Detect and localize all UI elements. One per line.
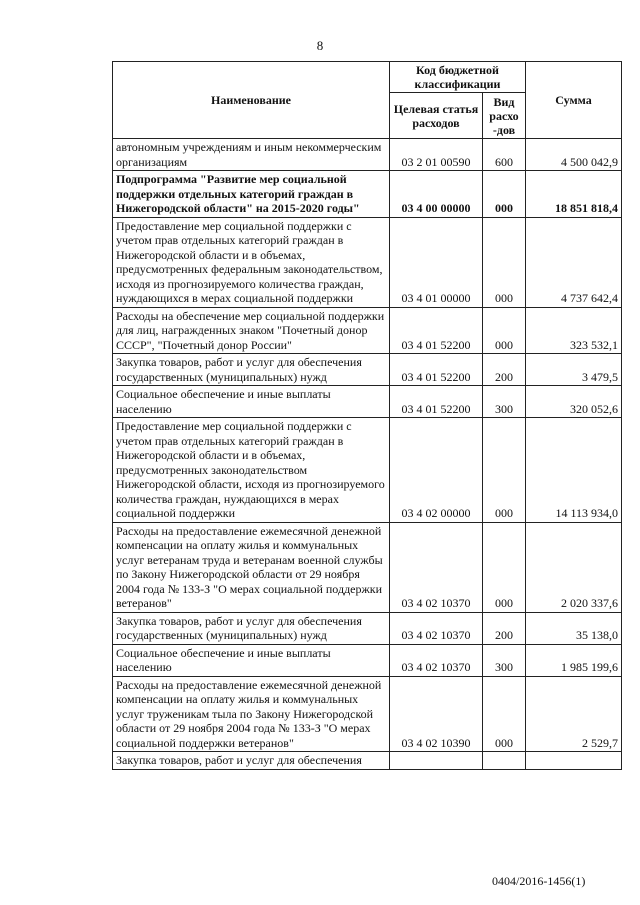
row-name: Расходы на обеспечение мер социальной поддержки для лиц, награжденных знаком "Почетный донор СССР", "Почетный донор России" (113, 307, 390, 354)
page-number: 8 (316, 38, 324, 53)
row-target-code: 03 4 01 52200 (390, 307, 483, 354)
table-row (113, 612, 622, 644)
row-kind-code: 600 (483, 139, 526, 171)
row-name: Предоставление мер социальной поддержки с учетом прав отдельных категорий граждан в Нижегородской области и в объемах, предусмотренных федеральным законодательством, исходя из прогнозируемого количества граждан, нуждающихся в мерах социальной поддержки (113, 217, 390, 307)
row-kind-code: 000 (483, 418, 526, 523)
row-target-code: 03 4 02 10370 (390, 522, 483, 612)
row-sum: 320 052,6 (526, 386, 622, 418)
row-name: Социальное обеспечение и иные выплаты населению (113, 386, 390, 418)
table-row (113, 307, 622, 354)
table-row (113, 522, 622, 612)
row-sum: 2 529,7 (526, 676, 622, 752)
row-name: Закупка товаров, работ и услуг для обеспечения (113, 752, 390, 770)
table-row (113, 418, 622, 523)
row-target-code: 03 4 00 00000 (390, 171, 483, 218)
budget-table (112, 61, 622, 770)
header-target: Целевая статья расходов (390, 93, 483, 139)
table-row (113, 386, 622, 418)
row-sum: 4 737 642,4 (526, 217, 622, 307)
header-kind: Вид расхо -дов (483, 93, 526, 139)
row-sum: 4 500 042,9 (526, 139, 622, 171)
table-row (113, 217, 622, 307)
row-target-code: 03 4 02 10370 (390, 612, 483, 644)
row-kind-code: 300 (483, 644, 526, 676)
row-target-code: 03 4 02 00000 (390, 418, 483, 523)
table-row (113, 644, 622, 676)
header-code-group: Код бюджетной классификации (390, 62, 526, 93)
row-sum: 2 020 337,6 (526, 522, 622, 612)
row-kind-code: 000 (483, 217, 526, 307)
header-sum: Сумма (526, 62, 622, 139)
document-code: 0404/2016-1456(1) (492, 874, 586, 888)
table-row (113, 676, 622, 752)
row-target-code: 03 4 02 10370 (390, 644, 483, 676)
table-row (113, 139, 622, 171)
table-row (113, 354, 622, 386)
row-name: автономным учреждениям и иным некоммерческим организациям (113, 139, 390, 171)
row-sum: 18 851 818,4 (526, 171, 622, 218)
header-name: Наименование (113, 62, 390, 139)
row-target-code (390, 752, 483, 770)
row-name: Закупка товаров, работ и услуг для обеспечения государственных (муниципальных) нужд (113, 354, 390, 386)
row-name: Предоставление мер социальной поддержки с учетом прав отдельных категорий граждан в Нижегородской области и в объемах, предусмотренных законодательством Нижегородской области, исходя из прогнозируемого количества граждан, нуждающихся в мерах социальной поддержки (113, 418, 390, 523)
row-sum: 35 138,0 (526, 612, 622, 644)
row-kind-code: 000 (483, 676, 526, 752)
row-sum: 323 532,1 (526, 307, 622, 354)
row-sum: 14 113 934,0 (526, 418, 622, 523)
row-kind-code (483, 752, 526, 770)
row-target-code: 03 4 02 10390 (390, 676, 483, 752)
row-kind-code: 000 (483, 171, 526, 218)
row-sum: 3 479,5 (526, 354, 622, 386)
row-name: Расходы на предоставление ежемесячной денежной компенсации на оплату жилья и коммунальных услуг труженикам тыла по Закону Нижегородской области от 29 ноября 2004 года № 133-З "О мерах социальной поддержки ветеранов" (113, 676, 390, 752)
row-kind-code: 200 (483, 354, 526, 386)
row-kind-code: 000 (483, 522, 526, 612)
table-row (113, 171, 622, 218)
row-name: Закупка товаров, работ и услуг для обеспечения государственных (муниципальных) нужд (113, 612, 390, 644)
row-kind-code: 300 (483, 386, 526, 418)
row-target-code: 03 2 01 00590 (390, 139, 483, 171)
row-target-code: 03 4 01 00000 (390, 217, 483, 307)
row-kind-code: 000 (483, 307, 526, 354)
row-kind-code: 200 (483, 612, 526, 644)
row-target-code: 03 4 01 52200 (390, 354, 483, 386)
row-sum (526, 752, 622, 770)
row-target-code: 03 4 01 52200 (390, 386, 483, 418)
table-row (113, 752, 622, 770)
row-name: Подпрограмма "Развитие мер социальной поддержки отдельных категорий граждан в Нижегородской области" на 2015-2020 годы" (113, 171, 390, 218)
row-sum: 1 985 199,6 (526, 644, 622, 676)
row-name: Расходы на предоставление ежемесячной денежной компенсации на оплату жилья и коммунальных услуг ветеранам труда и ветеранам военной службы по Закону Нижегородской области от 29 ноября 2004 года № 133-З "О мерах социальной поддержки ветеранов" (113, 522, 390, 612)
row-name: Социальное обеспечение и иные выплаты населению (113, 644, 390, 676)
